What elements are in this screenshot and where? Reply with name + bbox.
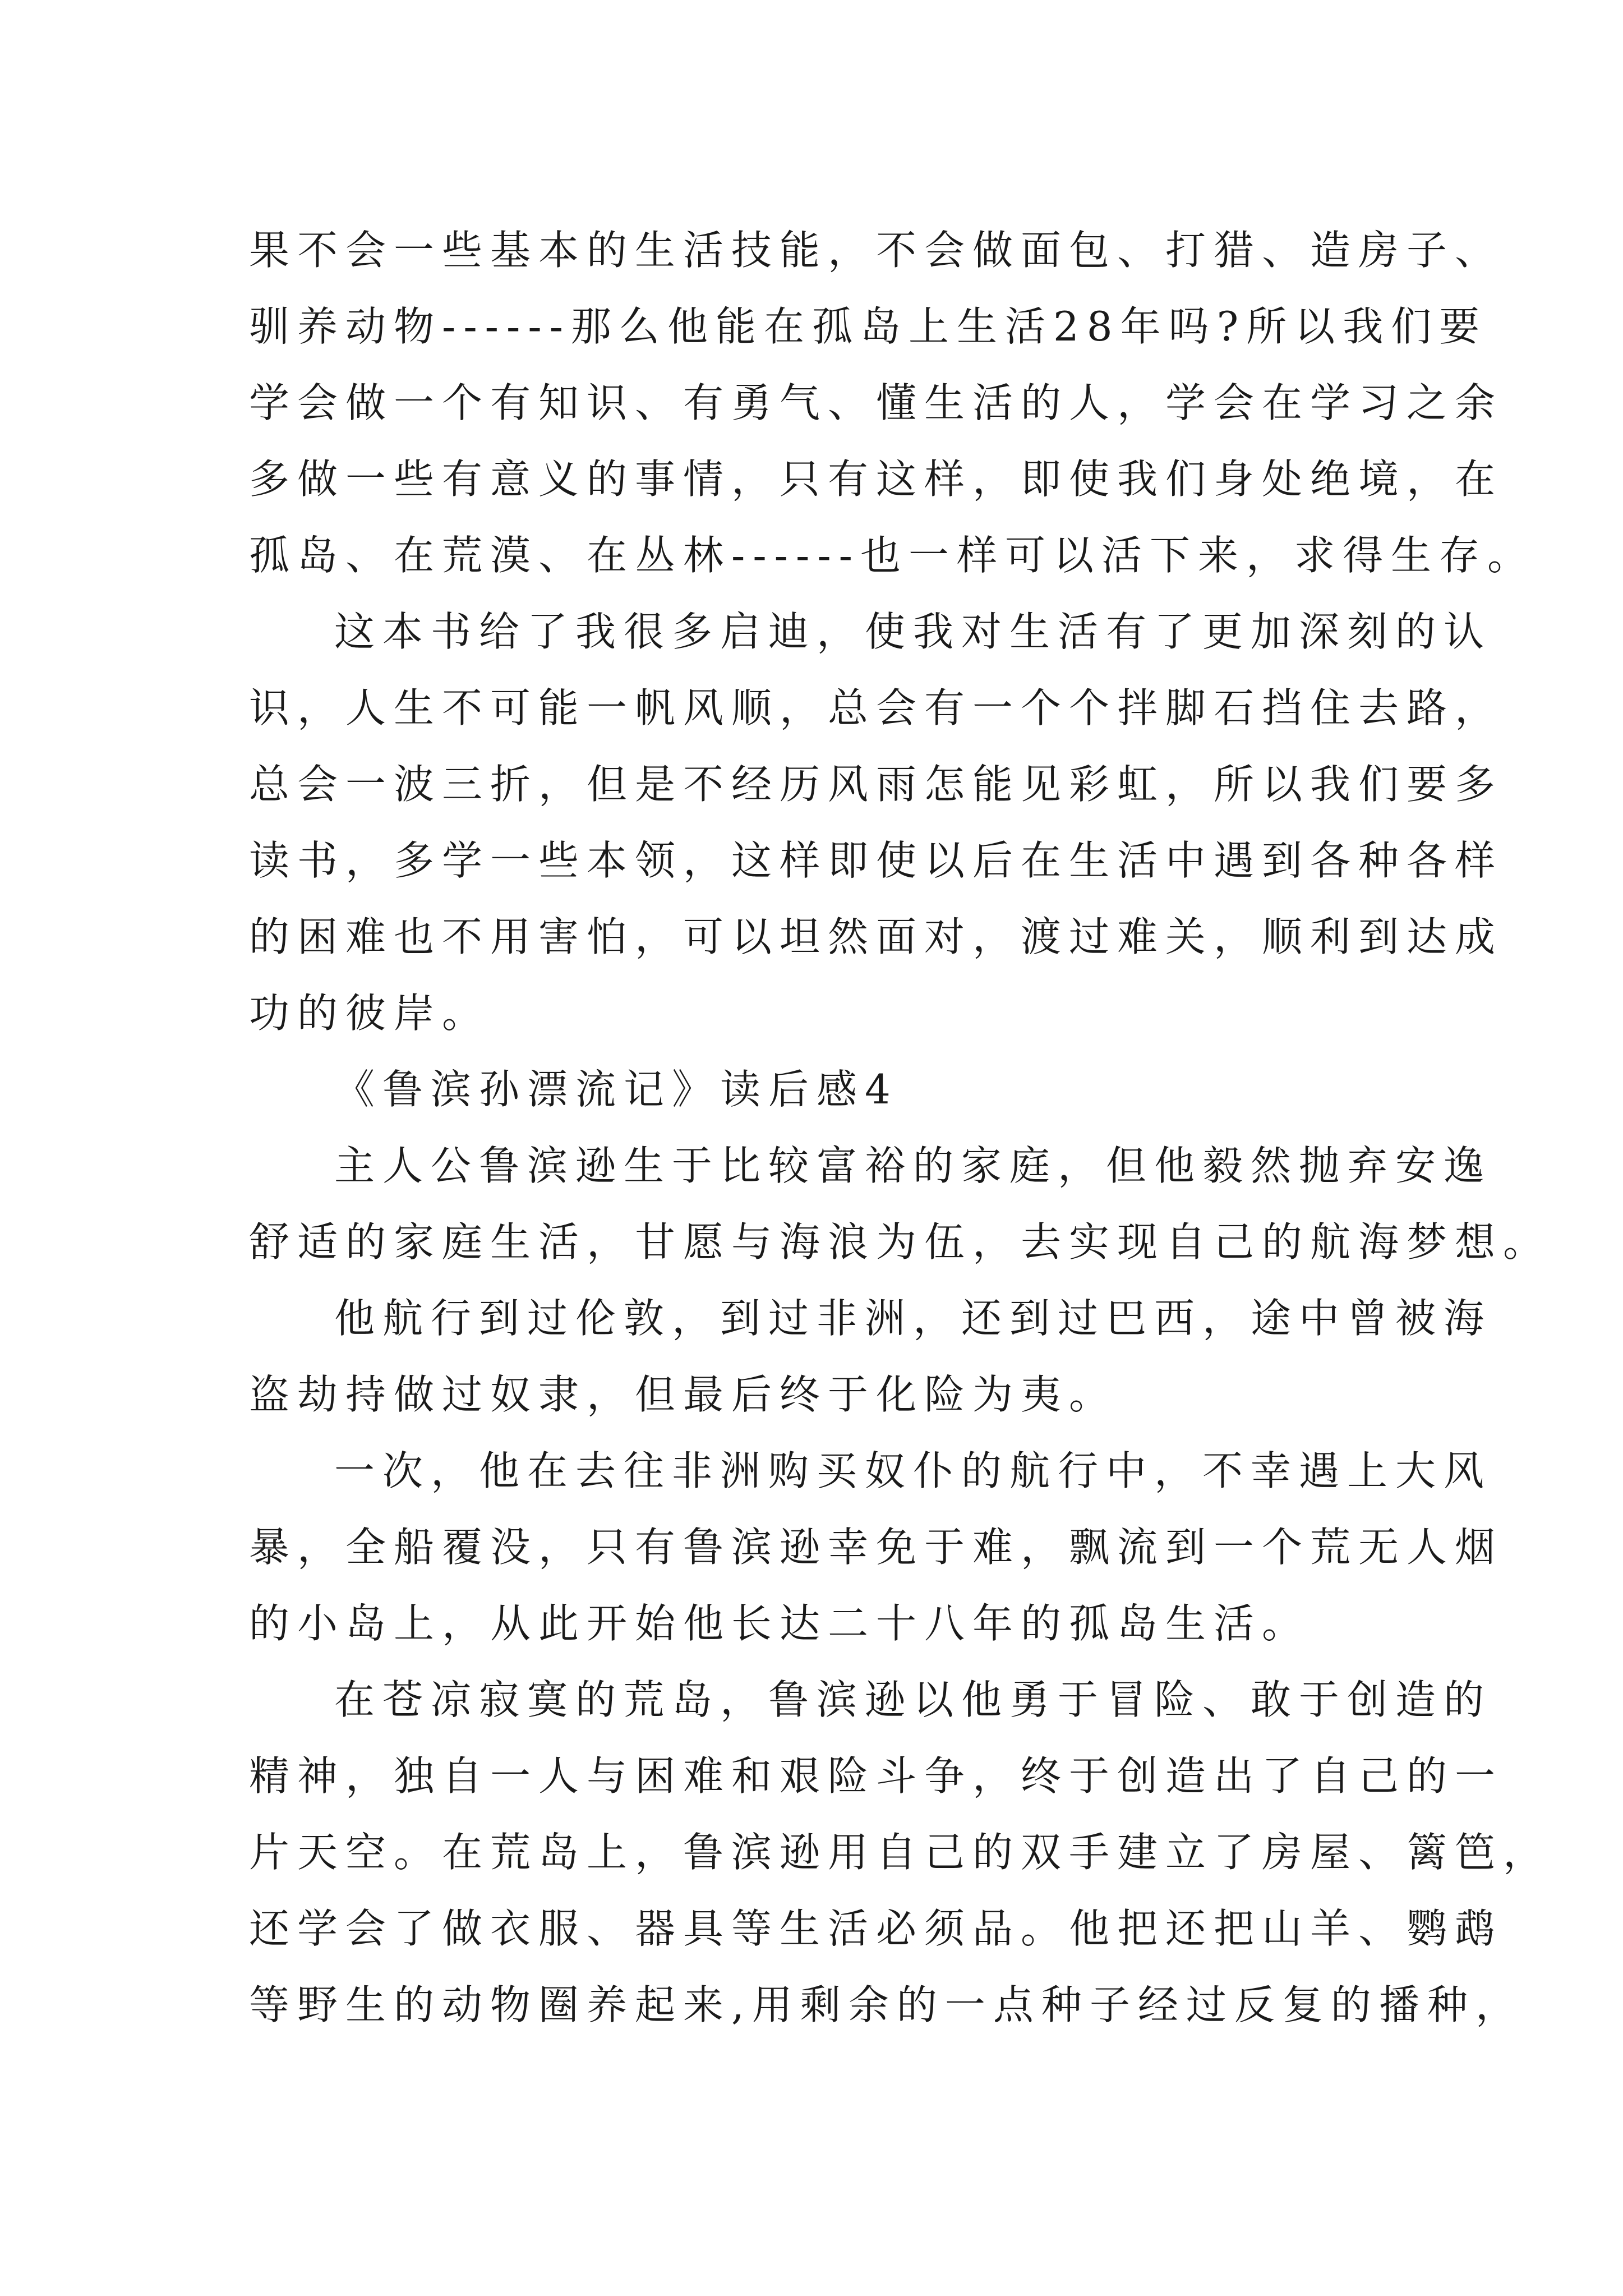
text-line: 盗劫持做过奴隶，但最后终于化险为夷。 (249, 1371, 1118, 1418)
paragraph-first-line: 主人公鲁滨逊生于比较富裕的家庭，但他毅然抛弃安逸 (334, 1142, 1492, 1189)
paragraph-first-line: 在苍凉寂寞的荒岛，鲁滨逊以他勇于冒险、敢于创造的 (334, 1676, 1492, 1723)
text-line: 功的彼岸。 (249, 990, 491, 1037)
text-line: 果不会一些基本的生活技能，不会做面包、打猎、造房子、 (249, 227, 1504, 274)
paragraph-first-line: 一次，他在去往非洲购买奴仆的航行中，不幸遇上大风 (334, 1447, 1492, 1494)
text-line: 学会做一个有知识、有勇气、懂生活的人，学会在学习之余 (249, 379, 1504, 426)
paragraph-first-line: 他航行到过伦敦，到过非洲，还到过巴西，途中曾被海 (334, 1295, 1492, 1342)
text-line: 还学会了做衣服、器具等生活必须品。他把还把山羊、鹦鹉 (249, 1905, 1504, 1952)
text-line: 读书，多学一些本领，这样即使以后在生活中遇到各种各样 (249, 837, 1504, 884)
text-line: 驯养动物------那么他能在孤岛上生活28年吗?所以我们要 (249, 303, 1488, 350)
text-line: 等野生的动物圈养起来,用剩余的一点种子经过反复的播种， (249, 1981, 1524, 2028)
text-line: 舒适的家庭生活，甘愿与海浪为伍，去实现自己的航海梦想。 (249, 1218, 1552, 1266)
text-line: 的小岛上，从此开始他长达二十八年的孤岛生活。 (249, 1600, 1311, 1647)
text-line: 暴，全船覆没，只有鲁滨逊幸免于难，飘流到一个荒无人烟 (249, 1524, 1504, 1571)
text-line: 识，人生不可能一帆风顺，总会有一个个拌脚石挡住去路， (249, 684, 1504, 731)
section-title: 《鲁滨孙漂流记》读后感4 (334, 1066, 898, 1113)
document-body (249, 212, 1552, 2043)
text-line: 精神，独自一人与困难和艰险斗争，终于创造出了自己的一 (249, 1752, 1504, 1800)
text-line: 的困难也不用害怕，可以坦然面对，渡过难关，顺利到达成 (249, 913, 1504, 960)
text-line: 总会一波三折，但是不经历风雨怎能见彩虹，所以我们要多 (249, 761, 1504, 808)
text-line: 孤岛、在荒漠、在丛林------也一样可以活下来，求得生存。 (249, 532, 1536, 579)
text-line: 多做一些有意义的事情，只有这样，即使我们身处绝境，在 (249, 455, 1504, 503)
paragraph-first-line: 这本书给了我很多启迪，使我对生活有了更加深刻的认 (334, 608, 1492, 655)
text-line: 片天空。在荒岛上，鲁滨逊用自己的双手建立了房屋、篱笆， (249, 1829, 1552, 1876)
